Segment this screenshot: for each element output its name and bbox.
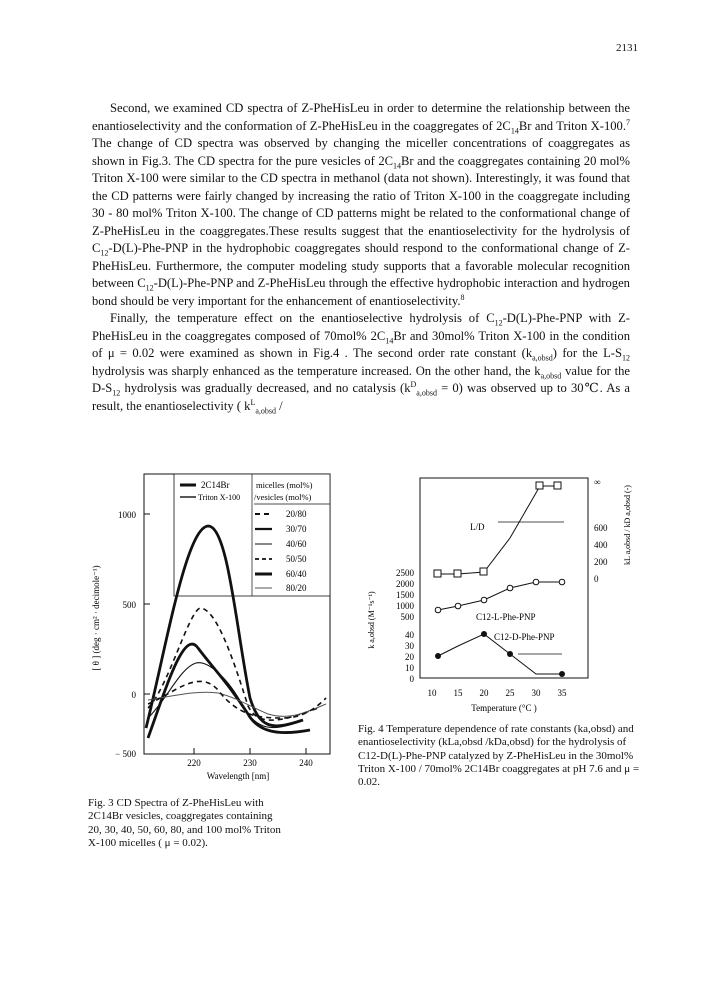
fig3-legend-entry: 30/70	[286, 524, 307, 534]
fig4-left-tick: 1500	[396, 590, 414, 600]
fig3-y-tick: 0	[131, 690, 136, 700]
fig4-caption	[358, 723, 648, 789]
fig4-x-tick: 30	[531, 688, 541, 698]
d-point	[507, 651, 513, 657]
fig3-legend-entry: 50/50	[286, 554, 307, 564]
fig3-y-tick: − 500	[115, 749, 136, 759]
fig4-y-label-right: kL a,obsd / kD a,obsd (-)	[623, 485, 632, 565]
fig3-caption-label: Fig. 3	[88, 797, 114, 809]
paragraph-1: Second, we examined CD spectra of Z-PheHisLeu in order to determine the relationship between the enantioselectivity and the conformation of Z-PheHisLeu in the coaggregates of $2C_{14}Br$ and Triton X-100.$^7$ The change of CD spectra was observed by changing the miceller concentrations of coaggregates as shown in Fig.3. The CD spectra for the pure vesicles of $2C_{14}Br$ and the coaggregates containing 20 mol% Triton X-100 were similar to the CD spectra in methanol (data not shown). Interestingly, it was found that the CD patterns were fairly changed by increasing the ratio of Triton X-100 in the coaggregate including 30 - 80 mol% Triton X-100. The change of CD patterns might be related to the conformational change of Z-PheHisLeu in the coaggregates.These results suggest that the enantioselectivity for the hydrolysis of $C_{12}-D(L)-Phe$-PNP in the hydrophobic coaggregates should respond to the conformational change of Z-PheHisLeu. Furthermore, the computer modeling study supports that a favorable molecular recognition between $C_{12}-D(L)-Phe$-PNP and Z-PheHisLeu through the effective hydrophobic interaction and hydrogen bond should be very important for the enhancement of enantioselectivity.$^8$	[92, 101, 631, 308]
fig3-cd-spectra	[88, 468, 343, 784]
fig4-ld-line	[438, 486, 558, 574]
fig3-y-tick: 1000	[118, 510, 136, 520]
fig4-label-l: C12-L-Phe-PNP	[476, 612, 536, 622]
l-point	[455, 603, 461, 609]
fig4-x-tick: 25	[505, 688, 515, 698]
fig3-caption-text: CD Spectra of Z-PheHisLeu with 2C14Br vesicles, coaggregates containing 20, 30, 40, 50, 60, 80, and 100 mol% Triton X-100 micelles ( μ = 0.02).	[88, 797, 281, 849]
paragraph-2: Finally, the temperature effect on the enantioselective hydrolysis of $C_{12}-D(L)-Phe$-PNP with Z-PheHisLeu in the coaggregates composed of 70mol% $2C_{14}Br$ and 30mol% Triton X-100 in the condition of μ = 0.02 were examined as shown in Fig.4 . The second order rate constant $(k_{a,obsd})$ for the $L-S_{12}$ hydrolysis was sharply enhanced as the temperature increased. On the other hand, the $k_{a,obsd}$ value for the $D-S_{12}$ hydrolysis was gradually decreased, and no catalysis $(k^D_{a,obsd} = 0)$ was observed up to 30℃. As a result, the enantioselectivity ( $k^L_{a,obsd}$ /	[92, 311, 631, 416]
fig3-x-tick: 230	[243, 758, 257, 768]
fig4-ld-markers	[434, 482, 561, 577]
fig4-x-tick: 15	[453, 688, 463, 698]
fig4-right-tick: 200	[594, 557, 608, 567]
l-point	[507, 585, 513, 591]
fig3-y-tick: 500	[122, 600, 136, 610]
curve-50-50	[148, 608, 318, 720]
fig3-legend-header-left: 2C14Br	[201, 480, 230, 490]
fig3-legend-header-right: micelles (mol%)	[256, 480, 313, 490]
fig4-label-ld: L/D	[470, 522, 485, 532]
fig3-legend-header-left2: Triton X-100	[198, 493, 241, 502]
fig3-x-tick: 220	[187, 758, 201, 768]
l-point	[559, 579, 565, 585]
fig4-x-tick: 20	[479, 688, 489, 698]
fig4-right-tick: ∞	[594, 477, 601, 487]
l-point	[533, 579, 539, 585]
fig4-x-tick: 10	[427, 688, 437, 698]
fig4-left-tick: 0	[409, 674, 414, 684]
fig3-x-label: Wavelength [nm]	[206, 771, 270, 781]
ld-point	[480, 568, 487, 575]
fig4-caption-text: Temperature dependence of rate constants (ka,obsd) and enantioselectivity (kLa,obsd /kDa,obsd) for the hydrolysis of C12-D(L)-Phe-PNP catalyzed by Z-PheHisLeu in the 30mol% Triton X-100 / 70mol% 2C14Br coaggregates at pH 7.6 and μ = 0.02.	[358, 723, 640, 789]
fig4-left-tick: 10	[405, 663, 414, 673]
fig4-left-tick: 2500	[396, 568, 414, 578]
fig3-legend-entry: 60/40	[286, 569, 307, 579]
fig4-right-tick: 400	[594, 540, 608, 550]
l-point	[481, 597, 487, 603]
fig4-temperature-plot	[358, 470, 638, 715]
fig4-caption-label: Fig. 4	[358, 723, 384, 735]
fig4-l-markers	[435, 579, 565, 613]
body-text	[92, 100, 630, 415]
page-number: 2131	[616, 42, 638, 54]
fig4-left-tick: 500	[400, 612, 414, 622]
fig4-left-tick: 1000	[396, 601, 414, 611]
fig4-label-d: C12-D-Phe-PNP	[494, 632, 555, 642]
fig4-left-tick: 20	[405, 652, 414, 662]
d-point	[559, 671, 565, 677]
ld-point	[434, 570, 441, 577]
d-point	[481, 631, 487, 637]
fig4-left-tick: 2000	[396, 579, 414, 589]
fig4-x-tick: 35	[557, 688, 567, 698]
fig3-legend-entry: 80/20	[286, 583, 307, 593]
fig3-legend-entry: 20/80	[286, 509, 307, 519]
fig3-y-label: [ θ ] (deg · cm² · decimole⁻¹)	[91, 565, 101, 671]
fig4-right-tick: 600	[594, 523, 608, 533]
fig3-legend-header-right2: /vesicles (mol%)	[254, 492, 312, 502]
ld-point	[536, 482, 543, 489]
ld-point	[454, 570, 461, 577]
ld-point	[554, 482, 561, 489]
d-point	[435, 653, 441, 659]
fig4-x-label: Temperature (°C )	[471, 703, 537, 713]
fig4-frame	[420, 478, 588, 678]
fig4-left-tick: 30	[405, 641, 414, 651]
fig3-legend-entry: 40/60	[286, 539, 307, 549]
fig3-x-tick: 240	[299, 758, 313, 768]
fig3-caption	[88, 797, 288, 850]
l-point	[435, 607, 441, 613]
fig4-right-tick: 0	[594, 574, 599, 584]
fig4-y-label-left: k a,obsd (M⁻¹s⁻¹)	[367, 591, 376, 649]
fig4-left-tick: 40	[405, 630, 414, 640]
